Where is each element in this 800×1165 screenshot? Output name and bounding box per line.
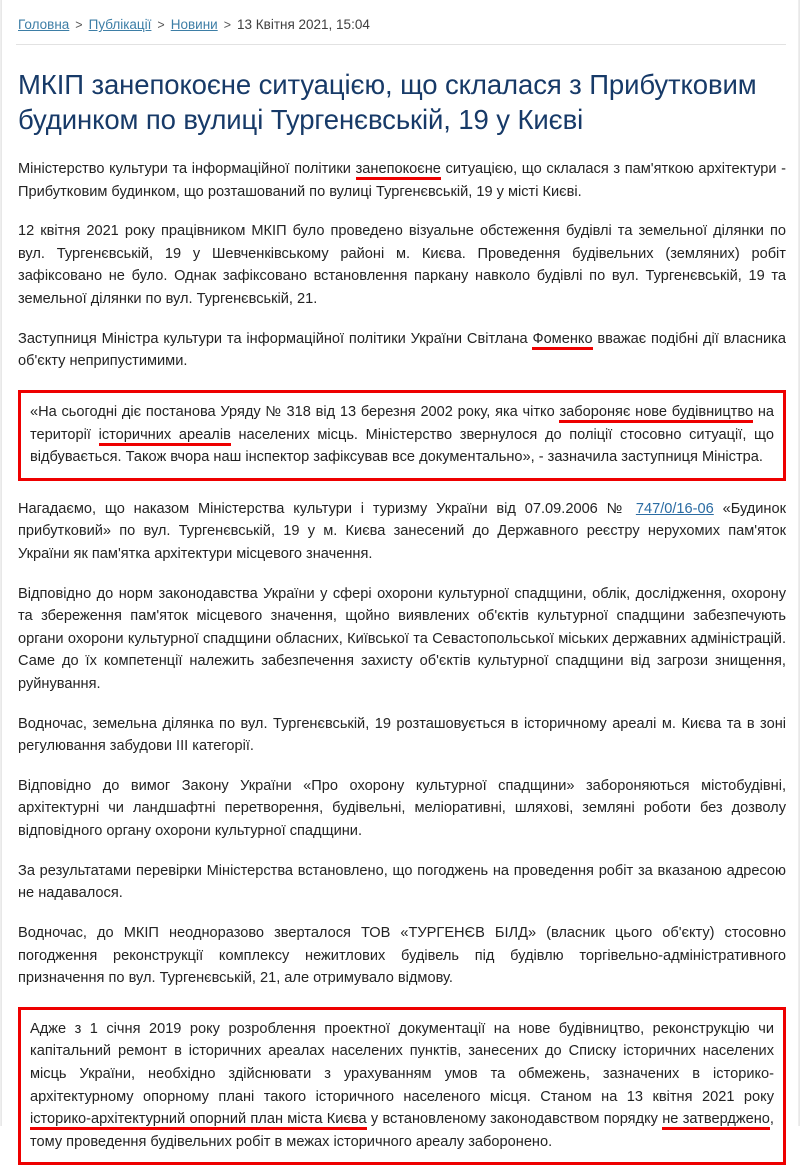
- breadcrumb: [0, 0, 800, 44]
- breadcrumb-link-publications[interactable]: Публікації: [88, 17, 152, 32]
- paragraph-developer-requests: Водночас, до МКІП неодноразово зверталося ТОВ «ТУРГЕНЄВ БІЛД» (власник цього об'єкту) стосовно погодження реконструкції комплексу нежитлових будівель під будівлю торгівельно-адміністративного призначення по вул. Тургенєвській, 21, але отримувало відмову.: [18, 924, 786, 987]
- annotation-underline-zanepokoene: занепокоєне: [356, 161, 441, 180]
- paragraph-quote: [30, 401, 774, 469]
- paragraph-registry-order: [18, 498, 786, 566]
- annotation-underline-historic-areas: історичних ареалів: [99, 427, 231, 446]
- annotation-underline-new-construction-ban: забороняє нове будівництво: [559, 404, 753, 423]
- paragraph-heritage-law: Відповідно до вимог Закону України «Про охорону культурної спадщини» забороняються містобудівні, архітектурні чи ландшафтні перетворення, будівельні, меліоративні, шляхові, земляні роботи без дозволу відповідного органу охорони культурної спадщини.: [18, 777, 786, 840]
- paragraph-deputy-minister: [18, 328, 786, 373]
- order-number-link[interactable]: 747/0/16-06: [635, 500, 714, 517]
- article-body: [18, 158, 786, 1165]
- breadcrumb-timestamp: 13 Квітня 2021, 15:04: [237, 17, 370, 32]
- breadcrumb-separator-1: >: [75, 18, 83, 32]
- paragraph-intro-text-before: Міністерство культури та інформаційної політики: [18, 161, 356, 178]
- registry-text-before: Нагадаємо, що наказом Міністерства культури і туризму України від 07.09.2006 №: [18, 500, 636, 517]
- conclusion-text-2: у встановленому законодавством порядку: [366, 1111, 663, 1128]
- quote-text-2: на території: [30, 403, 774, 443]
- breadcrumb-separator-3: >: [223, 18, 232, 32]
- paragraph-deputy-text-after: вважає подібні дії власника об'єкту неприпустимими.: [18, 330, 787, 370]
- paragraph-legislation-norms: Відповідно до норм законодавства України у сфері охорони культурної спадщини, облік, дослідження, охорону та збереження пам'яток місцевого значення, щойно виявлених об'єктів культурної спадщини забезпечують органи охорони культурної спадщини обласних, Київської та Севастопольської міських державних адміністрацій. Саме до їх компетенції належить забезпечення захисту об'єктів культурної спадщини від загрози знищення, руйнування.: [18, 585, 786, 693]
- paragraph-intro-text-after: ситуацією, що склалася з пам'яткою архітектури - Прибутковим будинком, що розташований по вулиці Тургенєвській, 19 у місті Києві.: [18, 161, 786, 200]
- breadcrumb-link-news[interactable]: Новини: [170, 17, 218, 32]
- breadcrumb-divider: [16, 44, 786, 45]
- annotation-underline-fomenko: Фоменко: [532, 331, 592, 350]
- paragraph-conclusion: [30, 1018, 774, 1154]
- annotation-box-conclusion: [18, 1007, 786, 1165]
- paragraph-deputy-text-before: Заступниця Міністра культури та інформаційної політики України Світлана: [18, 330, 533, 347]
- page-title: МКІП занепокоєне ситуацією, що склалася з Прибутковим будинком по вулиці Тургенєвській, 19 у Києві: [18, 68, 757, 136]
- annotation-underline-master-plan: історико-архітектурний опорний план міста Києва: [30, 1111, 367, 1130]
- paragraph-land-plot-zone: Водночас, земельна ділянка по вул. Тургенєвській, 19 розташовується в історичному ареалі м. Києва та в зоні регулювання забудови ІІІ категорії.: [18, 715, 786, 755]
- conclusion-text-1: Адже з 1 січня 2019 року розроблення проектної документації на нове будівництво, реконструкцію чи капітальний ремонт в історичних ареалах населених пунктів, занесених до Списку історичних населених місць України, необхідно здійснювати з урахуванням умов та обмежень, зазначених в історико-архітектурному опорному плані такого історичного населеного місця. Станом на 13 квітня 2021 року: [30, 1020, 774, 1105]
- breadcrumb-separator-2: >: [157, 18, 165, 32]
- annotation-underline-not-approved: не затверджено: [662, 1111, 770, 1130]
- quote-text-3: населених місць. Міністерство звернулося до поліції стосовно ситуації, що відбувається. Також вчора наш інспектор зафіксував все документально», - зазначила заступниця Міністра.: [30, 426, 775, 466]
- breadcrumb-link-home[interactable]: Головна: [18, 17, 70, 32]
- paragraph-inspection-result: За результатами перевірки Міністерства встановлено, що погоджень на проведення робіт за вказаною адресою не надавалося.: [18, 862, 786, 902]
- registry-text-after: «Будинок прибутковий» по вул. Тургенєвській, 19 у м. Києва занесений до Державного реєстру нерухомих пам'яток України як пам'ятка архітектури місцевого значення.: [18, 500, 786, 562]
- paragraph-intro: [18, 158, 786, 203]
- conclusion-text-3: , тому проведення будівельних робіт в межах історичного ареалу заборонено.: [30, 1111, 774, 1150]
- quote-text-1: «На сьогодні діє постанова Уряду № 318 від 13 березня 2002 року, яка чітко: [30, 403, 560, 420]
- annotation-box-quote: [18, 390, 786, 481]
- paragraph-inspection: 12 квітня 2021 року працівником МКІП було проведено візуальне обстеження будівлі та земельної ділянки по вул. Тургенєвській, 19 у Шевченківському районі м. Києва. Проведення будівельних (земляних) робіт зафіксовано не було. Однак зафіксовано встановлення паркану навколо будівлі по вул. Тургенєвській, 19 та земельної ділянки по вул. Тургенєвській, 21.: [18, 223, 786, 308]
